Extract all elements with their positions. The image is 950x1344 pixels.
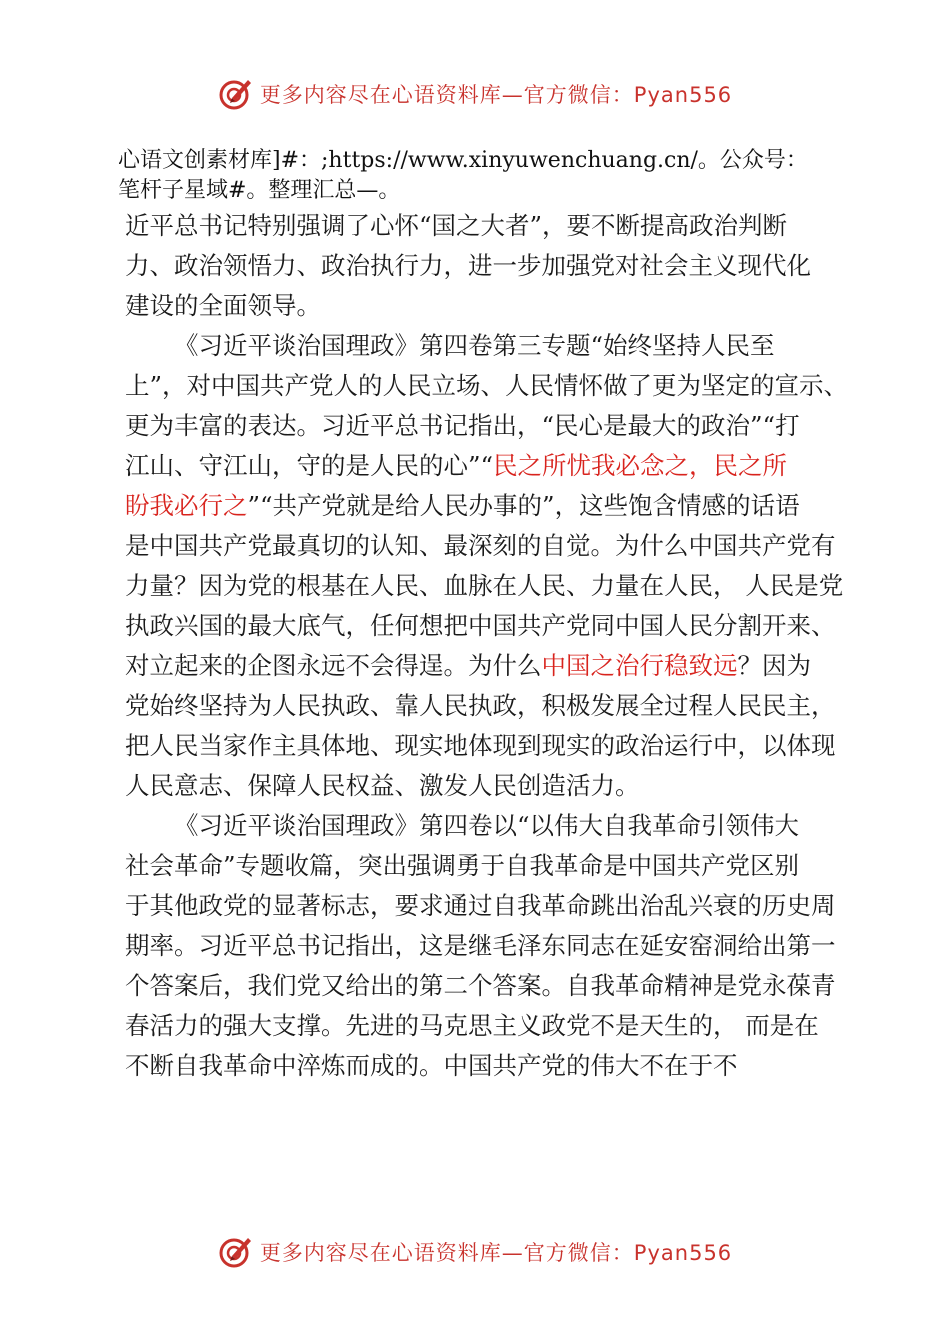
text-line: 《习近平谈治国理政》第四卷以“以伟大自我革命引领伟大 bbox=[174, 811, 800, 840]
text-line: 党始终坚持为人民执政、靠人民执政，积极发展全过程人民民主， bbox=[125, 691, 836, 720]
text-line: 更为丰富的表达。习近平总书记指出，“民心是最大的政治”“打 bbox=[125, 411, 800, 440]
text-run: ？因为 bbox=[737, 651, 811, 680]
top-banner bbox=[0, 72, 950, 116]
pen-logo-icon bbox=[218, 1234, 254, 1270]
text-line: 把人民当家作主具体地、现实地体现到现实的政治运行中，以体现 bbox=[125, 731, 836, 760]
text-run: ”“共产党就是给人民办事的”，这些饱含情感的话语 bbox=[247, 491, 800, 520]
text-line: 力、政治领悟力、政治执行力，进一步加强党对社会主义现代化 bbox=[125, 251, 811, 280]
text-line: 春活力的强大支撑。先进的马克思主义政党不是天生的， 而是在 bbox=[125, 1011, 819, 1040]
header-line: 心语文创素材库]#：;https://www.xinyuwenchuang.cn/。公众号： bbox=[118, 148, 808, 173]
text-line: 建设的全面领导。 bbox=[125, 291, 321, 320]
text-line: 社会革命”专题收篇，突出强调勇于自我革命是中国共产党区别 bbox=[125, 851, 800, 880]
text-line: 执政兴国的最大底气，任何想把中国共产党同中国人民分割开来、 bbox=[125, 611, 836, 640]
text-line bbox=[125, 486, 855, 526]
text-line: 上”，对中国共产党人的人民立场、人民情怀做了更为坚定的宣示、 bbox=[125, 371, 849, 400]
source-header bbox=[118, 146, 878, 206]
paragraph-2 bbox=[125, 326, 855, 806]
text-line: 不断自我革命中淬炼而成的。中国共产党的伟大不在于不 bbox=[125, 1051, 738, 1080]
text-line bbox=[125, 646, 855, 686]
text-line: 个答案后，我们党又给出的第二个答案。自我革命精神是党永葆青 bbox=[125, 971, 836, 1000]
banner-text: 更多内容尽在心语资料库—官方微信：Pyan556 bbox=[259, 83, 733, 107]
document-body bbox=[125, 206, 855, 1086]
text-line: 《习近平谈治国理政》第四卷第三专题“始终坚持人民至 bbox=[174, 331, 775, 360]
text-run: 对立起来的企图永远不会得逞。为什么 bbox=[125, 651, 542, 680]
text-line: 是中国共产党最真切的认知、最深刻的自觉。为什么中国共产党有 bbox=[125, 531, 836, 560]
highlighted-quote: 民之所忧我必念之，民之所 bbox=[493, 451, 788, 480]
paragraph-1 bbox=[125, 206, 855, 326]
text-line: 人民意志、保障人民权益、激发人民创造活力。 bbox=[125, 771, 640, 800]
header-line: 笔杆子星域#。整理汇总—。 bbox=[118, 178, 401, 203]
bottom-banner bbox=[0, 1230, 950, 1274]
text-line: 力量？因为党的根基在人民、血脉在人民、力量在人民， 人民是党 bbox=[125, 571, 844, 600]
paragraph-3 bbox=[125, 806, 855, 1086]
banner-text: 更多内容尽在心语资料库—官方微信：Pyan556 bbox=[259, 1241, 733, 1265]
highlighted-quote: 盼我必行之 bbox=[125, 491, 248, 520]
text-line: 期率。习近平总书记指出，这是继毛泽东同志在延安窑洞给出第一 bbox=[125, 931, 836, 960]
highlighted-phrase: 中国之治行稳致远 bbox=[541, 651, 738, 680]
pen-logo-icon bbox=[218, 76, 254, 112]
text-line: 近平总书记特别强调了心怀“国之大者”，要不断提高政治判断 bbox=[125, 211, 788, 240]
text-line bbox=[125, 446, 855, 486]
text-line: 于其他政党的显著标志，要求通过自我革命跳出治乱兴衰的历史周 bbox=[125, 891, 836, 920]
text-run: 江山、守江山，守的是人民的心”“ bbox=[125, 451, 494, 480]
